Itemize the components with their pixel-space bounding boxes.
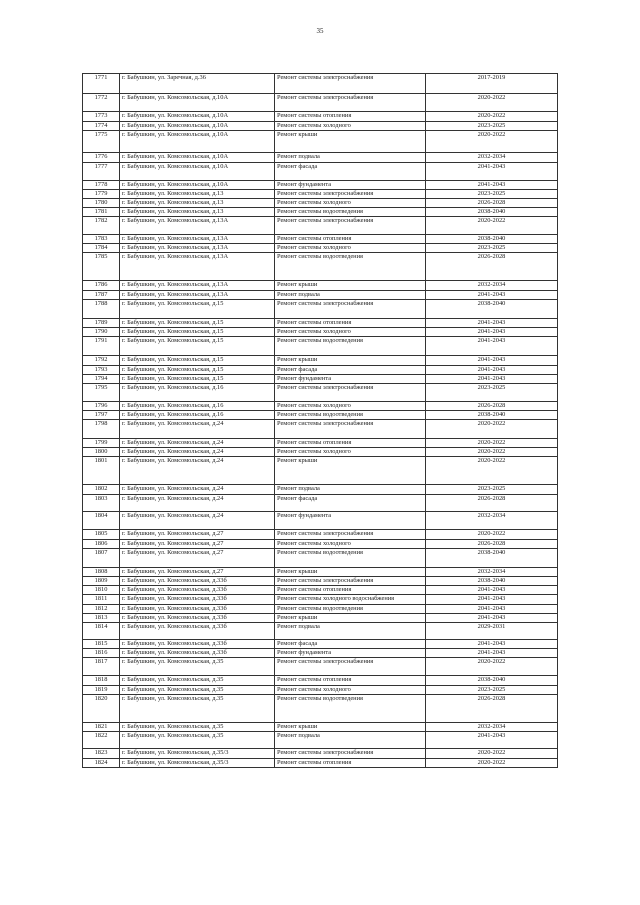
address-cell: г. Бабушкин, ул. Комсомольская, д.15 — [120, 337, 275, 356]
period-cell: 2041-2043 — [426, 291, 558, 300]
period-cell: 2020-2022 — [426, 217, 558, 235]
address-cell: г. Бабушкин, ул. Комсомольская, д.35 — [120, 695, 275, 723]
row-number: 1807 — [83, 549, 120, 568]
work-type-cell: Ремонт системы холодного — [275, 328, 426, 337]
address-cell: г. Бабушкин, ул. Комсомольская, д.35 — [120, 658, 275, 676]
row-number: 1772 — [83, 94, 120, 112]
row-number: 1803 — [83, 495, 120, 512]
address-cell: г. Бабушкин, ул. Комсомольская, д.10А — [120, 181, 275, 190]
repair-schedule-table — [82, 73, 558, 768]
work-type-cell: Ремонт системы отопления — [275, 586, 426, 595]
row-number: 1798 — [83, 420, 120, 439]
table-row — [83, 190, 558, 199]
work-type-cell: Ремонт фундамента — [275, 649, 426, 658]
period-cell: 2032-2034 — [426, 153, 558, 163]
table-row — [83, 568, 558, 577]
row-number: 1823 — [83, 749, 120, 759]
period-cell: 2023-2025 — [426, 122, 558, 131]
address-cell: г. Бабушкин, ул. Комсомольская, д.16 — [120, 384, 275, 402]
period-cell: 2020-2022 — [426, 749, 558, 759]
page-number: 35 — [316, 27, 324, 35]
row-number: 1799 — [83, 439, 120, 448]
row-number: 1818 — [83, 676, 120, 686]
row-number: 1785 — [83, 253, 120, 281]
period-cell: 2026-2028 — [426, 199, 558, 208]
work-type-cell: Ремонт системы холодного — [275, 402, 426, 411]
address-cell: г. Бабушкин, ул. Комсомольская, д.10А — [120, 122, 275, 131]
address-cell: г. Бабушкин, ул. Комсомольская, д.27 — [120, 568, 275, 577]
address-cell: г. Бабушкин, ул. Комсомольская, д.24 — [120, 457, 275, 485]
work-type-cell: Ремонт системы холодного водоснабжения — [275, 595, 426, 605]
work-type-cell: Ремонт системы электроснабжения — [275, 217, 426, 235]
table-row — [83, 356, 558, 366]
row-number: 1808 — [83, 568, 120, 577]
address-cell: г. Бабушкин, ул. Комсомольская, д.33б — [120, 614, 275, 623]
row-number: 1822 — [83, 732, 120, 749]
table-row — [83, 540, 558, 549]
work-type-cell: Ремонт системы электроснабжения — [275, 384, 426, 402]
period-cell: 2032-2034 — [426, 568, 558, 577]
row-number: 1791 — [83, 337, 120, 356]
row-number: 1820 — [83, 695, 120, 723]
table-row — [83, 595, 558, 605]
address-cell: г. Бабушкин, ул. Комсомольская, д.24 — [120, 485, 275, 495]
table-row — [83, 337, 558, 356]
work-type-cell: Ремонт подвала — [275, 485, 426, 495]
period-cell: 2041-2043 — [426, 640, 558, 649]
row-number: 1809 — [83, 577, 120, 586]
table-row — [83, 384, 558, 402]
table-row — [83, 163, 558, 181]
row-number: 1814 — [83, 623, 120, 640]
period-cell: 2020-2022 — [426, 131, 558, 153]
period-cell: 2041-2043 — [426, 319, 558, 328]
row-number: 1796 — [83, 402, 120, 411]
period-cell: 2026-2028 — [426, 402, 558, 411]
period-cell: 2026-2028 — [426, 495, 558, 512]
row-number: 1794 — [83, 375, 120, 384]
row-number: 1787 — [83, 291, 120, 300]
row-number: 1812 — [83, 605, 120, 614]
row-number: 1801 — [83, 457, 120, 485]
work-type-cell: Ремонт системы электроснабжения — [275, 420, 426, 439]
period-cell: 2017-2019 — [426, 74, 558, 94]
address-cell: г. Бабушкин, ул. Комсомольская, д.15 — [120, 328, 275, 337]
row-number: 1824 — [83, 759, 120, 768]
address-cell: г. Бабушкин, ул. Заречная, д.36 — [120, 74, 275, 94]
period-cell: 2023-2025 — [426, 244, 558, 253]
period-cell: 2041-2043 — [426, 586, 558, 595]
address-cell: г. Бабушкин, ул. Комсомольская, д.27 — [120, 530, 275, 540]
address-cell: г. Бабушкин, ул. Комсомольская, д.15 — [120, 356, 275, 366]
period-cell: 2038-2040 — [426, 676, 558, 686]
table-row — [83, 549, 558, 568]
table-row — [83, 749, 558, 759]
table-row — [83, 586, 558, 595]
table-row — [83, 676, 558, 686]
work-type-cell: Ремонт системы электроснабжения — [275, 74, 426, 94]
period-cell: 2020-2022 — [426, 457, 558, 485]
address-cell: г. Бабушкин, ул. Комсомольская, д.10А — [120, 94, 275, 112]
row-number: 1815 — [83, 640, 120, 649]
table-row — [83, 402, 558, 411]
row-number: 1793 — [83, 366, 120, 375]
row-number: 1773 — [83, 112, 120, 122]
table-row — [83, 291, 558, 300]
period-cell: 2020-2022 — [426, 759, 558, 768]
work-type-cell: Ремонт системы электроснабжения — [275, 190, 426, 199]
work-type-cell: Ремонт системы холодного — [275, 122, 426, 131]
table-row — [83, 411, 558, 420]
address-cell: г. Бабушкин, ул. Комсомольская, д.13 — [120, 190, 275, 199]
work-type-cell: Ремонт системы холодного — [275, 244, 426, 253]
table-row — [83, 759, 558, 768]
work-type-cell: Ремонт подвала — [275, 291, 426, 300]
address-cell: г. Бабушкин, ул. Комсомольская, д.10А — [120, 131, 275, 153]
table-row — [83, 244, 558, 253]
table-row — [83, 512, 558, 530]
period-cell: 2020-2022 — [426, 112, 558, 122]
period-cell: 2032-2034 — [426, 723, 558, 732]
address-cell: г. Бабушкин, ул. Комсомольская, д.13 — [120, 199, 275, 208]
row-number: 1806 — [83, 540, 120, 549]
table-row — [83, 686, 558, 695]
row-number: 1786 — [83, 281, 120, 291]
row-number: 1776 — [83, 153, 120, 163]
work-type-cell: Ремонт системы электроснабжения — [275, 300, 426, 319]
table-row — [83, 94, 558, 112]
address-cell: г. Бабушкин, ул. Комсомольская, д.33б — [120, 649, 275, 658]
period-cell: 2023-2025 — [426, 686, 558, 695]
table-row — [83, 281, 558, 291]
row-number: 1810 — [83, 586, 120, 595]
address-cell: г. Бабушкин, ул. Комсомольская, д.10А — [120, 112, 275, 122]
address-cell: г. Бабушкин, ул. Комсомольская, д.24 — [120, 495, 275, 512]
table-row — [83, 723, 558, 732]
address-cell: г. Бабушкин, ул. Комсомольская, д.13А — [120, 253, 275, 281]
table-row — [83, 420, 558, 439]
table-row — [83, 640, 558, 649]
period-cell: 2038-2040 — [426, 411, 558, 420]
work-type-cell: Ремонт системы отопления — [275, 112, 426, 122]
period-cell: 2041-2043 — [426, 356, 558, 366]
table-row — [83, 181, 558, 190]
row-number: 1804 — [83, 512, 120, 530]
row-number: 1819 — [83, 686, 120, 695]
table-row — [83, 328, 558, 337]
address-cell: г. Бабушкин, ул. Комсомольская, д.33б — [120, 586, 275, 595]
row-number: 1795 — [83, 384, 120, 402]
address-cell: г. Бабушкин, ул. Комсомольская, д.10А — [120, 153, 275, 163]
work-type-cell: Ремонт фасада — [275, 163, 426, 181]
address-cell: г. Бабушкин, ул. Комсомольская, д.35 — [120, 676, 275, 686]
work-type-cell: Ремонт системы холодного — [275, 540, 426, 549]
row-number: 1788 — [83, 300, 120, 319]
period-cell: 2041-2043 — [426, 366, 558, 375]
period-cell: 2041-2043 — [426, 163, 558, 181]
address-cell: г. Бабушкин, ул. Комсомольская, д.27 — [120, 540, 275, 549]
period-cell: 2038-2040 — [426, 577, 558, 586]
work-type-cell: Ремонт системы отопления — [275, 439, 426, 448]
work-type-cell: Ремонт системы водоотведения — [275, 208, 426, 217]
row-number: 1782 — [83, 217, 120, 235]
period-cell: 2038-2040 — [426, 549, 558, 568]
work-type-cell: Ремонт крыши — [275, 568, 426, 577]
address-cell: г. Бабушкин, ул. Комсомольская, д.33б — [120, 595, 275, 605]
table-row — [83, 366, 558, 375]
work-type-cell: Ремонт системы водоотведения — [275, 253, 426, 281]
table-row — [83, 530, 558, 540]
work-type-cell: Ремонт системы электроснабжения — [275, 658, 426, 676]
address-cell: г. Бабушкин, ул. Комсомольская, д.33б — [120, 577, 275, 586]
work-type-cell: Ремонт фундамента — [275, 181, 426, 190]
row-number: 1784 — [83, 244, 120, 253]
period-cell: 2032-2034 — [426, 512, 558, 530]
work-type-cell: Ремонт фасада — [275, 495, 426, 512]
work-type-cell: Ремонт крыши — [275, 356, 426, 366]
work-type-cell: Ремонт системы водоотведения — [275, 411, 426, 420]
table-row — [83, 649, 558, 658]
period-cell: 2026-2028 — [426, 695, 558, 723]
period-cell: 2041-2043 — [426, 614, 558, 623]
table-row — [83, 495, 558, 512]
address-cell: г. Бабушкин, ул. Комсомольская, д.33б — [120, 623, 275, 640]
address-cell: г. Бабушкин, ул. Комсомольская, д.15 — [120, 319, 275, 328]
period-cell: 2041-2043 — [426, 649, 558, 658]
work-type-cell: Ремонт системы водоотведения — [275, 695, 426, 723]
period-cell: 2032-2034 — [426, 281, 558, 291]
period-cell: 2041-2043 — [426, 605, 558, 614]
address-cell: г. Бабушкин, ул. Комсомольская, д.15 — [120, 300, 275, 319]
period-cell: 2041-2043 — [426, 732, 558, 749]
period-cell: 2041-2043 — [426, 595, 558, 605]
work-type-cell: Ремонт системы отопления — [275, 319, 426, 328]
row-number: 1790 — [83, 328, 120, 337]
table-row — [83, 614, 558, 623]
row-number: 1802 — [83, 485, 120, 495]
row-number: 1800 — [83, 448, 120, 457]
row-number: 1792 — [83, 356, 120, 366]
period-cell: 2029-2031 — [426, 623, 558, 640]
row-number: 1797 — [83, 411, 120, 420]
work-type-cell: Ремонт системы водоотведения — [275, 549, 426, 568]
table-row — [83, 605, 558, 614]
period-cell: 2041-2043 — [426, 375, 558, 384]
row-number: 1780 — [83, 199, 120, 208]
row-number: 1789 — [83, 319, 120, 328]
period-cell: 2041-2043 — [426, 328, 558, 337]
address-cell: г. Бабушкин, ул. Комсомольская, д.35 — [120, 686, 275, 695]
address-cell: г. Бабушкин, ул. Комсомольская, д.33б — [120, 640, 275, 649]
address-cell: г. Бабушкин, ул. Комсомольская, д.16 — [120, 411, 275, 420]
period-cell: 2023-2025 — [426, 485, 558, 495]
work-type-cell: Ремонт системы холодного — [275, 199, 426, 208]
table-row — [83, 457, 558, 485]
table-row — [83, 112, 558, 122]
row-number: 1805 — [83, 530, 120, 540]
work-type-cell: Ремонт фасада — [275, 366, 426, 375]
work-type-cell: Ремонт системы электроснабжения — [275, 749, 426, 759]
period-cell: 2026-2028 — [426, 540, 558, 549]
table-row — [83, 623, 558, 640]
work-type-cell: Ремонт системы электроснабжения — [275, 577, 426, 586]
work-type-cell: Ремонт системы водоотведения — [275, 605, 426, 614]
period-cell: 2020-2022 — [426, 94, 558, 112]
period-cell: 2026-2028 — [426, 253, 558, 281]
work-type-cell: Ремонт подвала — [275, 732, 426, 749]
address-cell: г. Бабушкин, ул. Комсомольская, д.13А — [120, 291, 275, 300]
row-number: 1816 — [83, 649, 120, 658]
address-cell: г. Бабушкин, ул. Комсомольская, д.13А — [120, 281, 275, 291]
period-cell: 2020-2022 — [426, 658, 558, 676]
row-number: 1778 — [83, 181, 120, 190]
address-cell: г. Бабушкин, ул. Комсомольская, д.35/3 — [120, 749, 275, 759]
work-type-cell: Ремонт системы водоотведения — [275, 337, 426, 356]
table-row — [83, 131, 558, 153]
table-body — [83, 74, 558, 768]
row-number: 1774 — [83, 122, 120, 131]
table-row — [83, 448, 558, 457]
work-type-cell: Ремонт фундамента — [275, 512, 426, 530]
work-type-cell: Ремонт системы электроснабжения — [275, 530, 426, 540]
period-cell: 2020-2022 — [426, 448, 558, 457]
period-cell: 2020-2022 — [426, 420, 558, 439]
row-number: 1779 — [83, 190, 120, 199]
work-type-cell: Ремонт крыши — [275, 131, 426, 153]
address-cell: г. Бабушкин, ул. Комсомольская, д.15 — [120, 366, 275, 375]
period-cell: 2038-2040 — [426, 235, 558, 244]
work-type-cell: Ремонт подвала — [275, 623, 426, 640]
table-row — [83, 732, 558, 749]
table-row — [83, 199, 558, 208]
address-cell: г. Бабушкин, ул. Комсомольская, д.24 — [120, 420, 275, 439]
address-cell: г. Бабушкин, ул. Комсомольская, д.35 — [120, 723, 275, 732]
row-number: 1781 — [83, 208, 120, 217]
period-cell: 2038-2040 — [426, 208, 558, 217]
address-cell: г. Бабушкин, ул. Комсомольская, д.13А — [120, 244, 275, 253]
address-cell: г. Бабушкин, ул. Комсомольская, д.10А — [120, 163, 275, 181]
period-cell: 2038-2040 — [426, 300, 558, 319]
work-type-cell: Ремонт системы холодного — [275, 686, 426, 695]
address-cell: г. Бабушкин, ул. Комсомольская, д.24 — [120, 439, 275, 448]
table-row — [83, 375, 558, 384]
period-cell: 2023-2025 — [426, 384, 558, 402]
table-row — [83, 658, 558, 676]
address-cell: г. Бабушкин, ул. Комсомольская, д.35 — [120, 732, 275, 749]
row-number: 1783 — [83, 235, 120, 244]
row-number: 1813 — [83, 614, 120, 623]
work-type-cell: Ремонт крыши — [275, 614, 426, 623]
row-number: 1821 — [83, 723, 120, 732]
work-type-cell: Ремонт фундамента — [275, 375, 426, 384]
row-number: 1771 — [83, 74, 120, 94]
period-cell: 2020-2022 — [426, 530, 558, 540]
work-type-cell: Ремонт системы отопления — [275, 676, 426, 686]
address-cell: г. Бабушкин, ул. Комсомольская, д.16 — [120, 402, 275, 411]
table-row — [83, 319, 558, 328]
period-cell: 2041-2043 — [426, 337, 558, 356]
work-type-cell: Ремонт крыши — [275, 723, 426, 732]
table-row — [83, 485, 558, 495]
work-type-cell: Ремонт системы отопления — [275, 235, 426, 244]
table-row — [83, 122, 558, 131]
work-type-cell: Ремонт системы электроснабжения — [275, 94, 426, 112]
work-type-cell: Ремонт крыши — [275, 281, 426, 291]
table-row — [83, 439, 558, 448]
row-number: 1811 — [83, 595, 120, 605]
address-cell: г. Бабушкин, ул. Комсомольская, д.13 — [120, 208, 275, 217]
period-cell: 2020-2022 — [426, 439, 558, 448]
address-cell: г. Бабушкин, ул. Комсомольская, д.13А — [120, 217, 275, 235]
period-cell: 2023-2025 — [426, 190, 558, 199]
address-cell: г. Бабушкин, ул. Комсомольская, д.35/3 — [120, 759, 275, 768]
work-type-cell: Ремонт системы отопления — [275, 759, 426, 768]
work-type-cell: Ремонт подвала — [275, 153, 426, 163]
table-row — [83, 253, 558, 281]
table-row — [83, 74, 558, 94]
row-number: 1777 — [83, 163, 120, 181]
work-type-cell: Ремонт системы холодного — [275, 448, 426, 457]
address-cell: г. Бабушкин, ул. Комсомольская, д.24 — [120, 512, 275, 530]
address-cell: г. Бабушкин, ул. Комсомольская, д.24 — [120, 448, 275, 457]
table-row — [83, 235, 558, 244]
work-type-cell: Ремонт фасада — [275, 640, 426, 649]
row-number: 1775 — [83, 131, 120, 153]
table-row — [83, 300, 558, 319]
table-row — [83, 217, 558, 235]
address-cell: г. Бабушкин, ул. Комсомольская, д.15 — [120, 375, 275, 384]
address-cell: г. Бабушкин, ул. Комсомольская, д.27 — [120, 549, 275, 568]
address-cell: г. Бабушкин, ул. Комсомольская, д.33б — [120, 605, 275, 614]
address-cell: г. Бабушкин, ул. Комсомольская, д.13А — [120, 235, 275, 244]
table-row — [83, 577, 558, 586]
table-row — [83, 153, 558, 163]
table-row — [83, 695, 558, 723]
period-cell: 2041-2043 — [426, 181, 558, 190]
table-row — [83, 208, 558, 217]
row-number: 1817 — [83, 658, 120, 676]
work-type-cell: Ремонт крыши — [275, 457, 426, 485]
